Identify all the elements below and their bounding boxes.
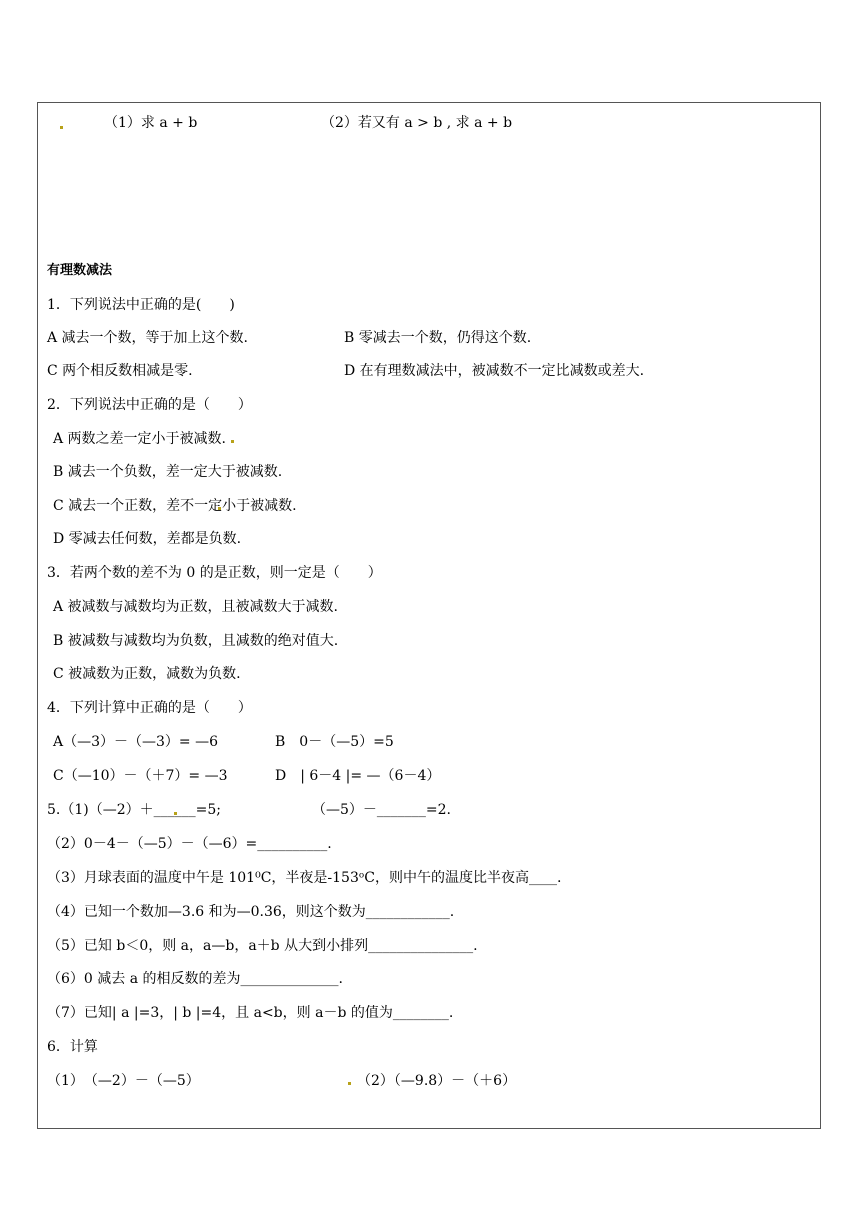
decorative-mark [348, 1082, 351, 1085]
option-1d: D 在有理数减法中，被减数不一定比减数或差大. [344, 363, 645, 379]
option-4d: D | 6－4 |= —（6－4） [275, 768, 441, 784]
decorative-mark [60, 126, 63, 129]
question-4: 4．下列计算中正确的是（ ） [47, 700, 252, 716]
option-4c: C（—10）－（＋7）= —3 [53, 768, 228, 784]
top-question-2: （2）若又有 a > b , 求 a + b [321, 115, 513, 131]
section-title: 有理数减法 [47, 263, 113, 278]
option-1a: A 减去一个数，等于加上这个数. [47, 330, 249, 346]
option-3c: C 被减数为正数，减数为负数. [53, 666, 241, 682]
question-5-1b: （—5）－_______=2. [312, 802, 451, 818]
question-5-3: （3）月球表面的温度中午是 101⁰C，半夜是-153ᵒC，则中午的温度比半夜高____. [47, 870, 562, 886]
question-6-1: （1） （—2）－（—5） [47, 1073, 200, 1089]
option-4b: B 0－（—5）=5 [275, 734, 394, 750]
question-5-2: （2）0－4－（—5）－（—6）=__________. [47, 836, 332, 852]
question-6-2: （2）（—9.8）－（＋6） [357, 1073, 517, 1089]
option-2d: D 零减去任何数，差都是负数. [53, 531, 242, 547]
decorative-mark [231, 440, 234, 443]
option-1c: C 两个相反数相减是零. [47, 363, 193, 379]
question-5-4: （4）已知一个数加—3.6 和为—0.36，则这个数为____________. [47, 904, 455, 920]
question-5-5: （5）已知 b＜0，则 a，a—b，a＋b 从大到小排列_______________. [47, 938, 478, 954]
option-4a: A（—3）－（—3）= —6 [53, 734, 219, 750]
question-5-1a: 5.（1)（—2）＋______=5; [47, 802, 221, 818]
option-2a: A 两数之差一定小于被减数. [53, 431, 227, 447]
option-3a: A 被减数与减数均为正数，且被减数大于减数. [53, 599, 339, 615]
question-5-7: （7）已知| a |=3，| b |=4，且 a<b，则 a－b 的值为________. [47, 1005, 454, 1021]
option-1b: B 零减去一个数，仍得这个数. [344, 330, 532, 346]
question-2: 2．下列说法中正确的是（ ） [47, 397, 252, 413]
option-2b: B 减去一个负数，差一定大于被减数. [53, 464, 283, 480]
question-5-6: （6）0 减去 a 的相反数的差为______________. [47, 971, 343, 987]
question-1: 1．下列说法中正确的是( ) [47, 297, 235, 313]
top-question-1: （1）求 a + b [104, 115, 198, 131]
option-2c: C 减去一个正数，差不一定小于被减数. [53, 498, 297, 514]
question-3: 3．若两个数的差不为 0 的是正数，则一定是（ ） [47, 565, 382, 581]
question-6: 6．计算 [47, 1039, 98, 1055]
option-3b: B 被减数与减数均为负数，且减数的绝对值大. [53, 633, 339, 649]
